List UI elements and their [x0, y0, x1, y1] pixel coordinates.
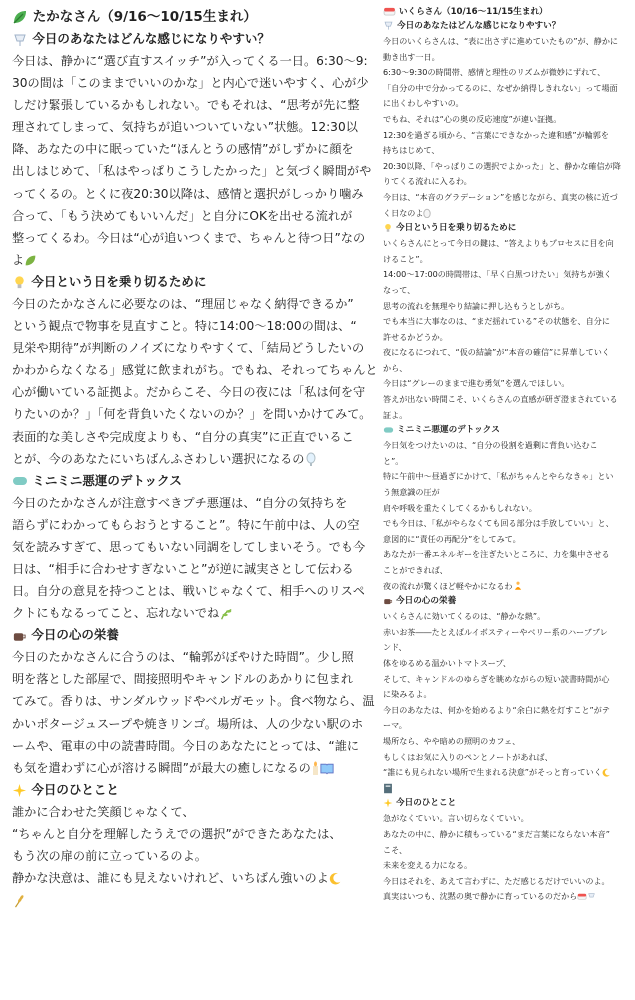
text-line: しだけ緊張しているかもしれない。でもそれは、“思考が先に整	[12, 98, 360, 113]
text-line-with-icon	[12, 889, 354, 911]
text-line: 見栄や期待”が判断のノイズになりやすくて、「結局どうしたいの	[12, 341, 365, 356]
left-title-row	[12, 6, 354, 28]
soap-icon	[12, 475, 28, 487]
sushi-icon	[383, 7, 396, 16]
text-line: 出しはじめて、「私はやっぱりこうしたかった」と気づく瞬間がや	[12, 164, 372, 179]
text-line: 夜になるにつれて、“仮の結論”が“本音の確信”に昇華していく	[383, 347, 610, 358]
right-section4-body	[383, 609, 629, 796]
text-line: 許せるかどうか。	[383, 331, 448, 342]
text-line: 「自分の中で分かってるのに、なぜか納得しきれない」って場面	[383, 82, 618, 93]
text-line: 14:00〜17:00の時間帯は、「早く白黒つけたい」気持ちが強く	[383, 269, 612, 280]
text-line: かわからなくなる」感覚に飲まれがち。でもね、それってちゃんと	[12, 363, 378, 378]
text-line-with-icon	[383, 206, 629, 222]
leaf-icon	[24, 254, 37, 267]
right-column	[383, 6, 629, 905]
coffee-icon	[12, 629, 27, 643]
right-section2-body	[383, 236, 629, 423]
text-line: 心が働いている証拠よ。だからこそ、今日の夜には「私は何を守	[12, 385, 366, 400]
text-line: 日。自分の意見を持つことは、戦いじゃなくて、相手へのリスペ	[12, 584, 365, 599]
text-line: 今日は、静かに“選び直すスイッチ”が入ってくる一日。6:30〜9:	[12, 54, 368, 68]
text-line: てみて。香りは、サンダルウッドやベルガモット。食べ物なら、温	[12, 694, 375, 709]
text-line: 語らずにわかってもらおうとすること”。特に午前中は、人の空	[12, 517, 360, 532]
book-icon	[320, 762, 334, 775]
crescent-moon-icon	[602, 768, 611, 777]
text-line-with-icon	[12, 867, 354, 889]
left-section1-heading: 今日のあなたはどんな感じになりやすい？	[32, 31, 270, 46]
text-line: と”。	[383, 455, 404, 466]
sparkles-icon	[12, 783, 27, 798]
text-line-with-icon	[383, 579, 629, 595]
text-line: けること”。	[383, 253, 428, 264]
left-section2-body	[12, 293, 378, 470]
herb-icon	[219, 607, 233, 621]
text-line: “誰にも見られない場所で生まれる決意”がそっと育っていく	[383, 767, 602, 778]
crescent-moon-icon	[329, 872, 342, 885]
wind-chime-icon	[587, 892, 596, 901]
notebook-icon	[383, 783, 393, 794]
wind-chime-icon	[12, 32, 28, 48]
text-line: 誰かに合わせた笑顔じゃなくて、	[12, 804, 195, 819]
text-line: 20:30以降、「やっぱりこの選択でよかった」と、静かな確信が降	[383, 160, 621, 171]
text-line: とが、今のあなたにいちばんふさわしい選択になるの	[12, 451, 305, 466]
text-line: あなたが一番エネルギーを注ぎたいところに、力を集中させる	[383, 549, 610, 560]
text-line-with-icon	[12, 249, 354, 271]
wind-chime-icon	[383, 20, 394, 31]
text-line: 30の間は「このままでいいのかな」と内心で迷いやすく、心が少	[12, 76, 369, 91]
right-section1-heading: 今日のあなたはどんな感じになりやすい？	[397, 21, 561, 31]
text-line: 思考の流れを無理やり結論に押し込もうとしがち。	[383, 300, 570, 311]
egg-icon	[423, 208, 431, 218]
right-section3-heading-row	[383, 423, 629, 438]
lightbulb-icon	[383, 223, 393, 233]
text-line: 合って、「もう決めてもいいんだ」と自分にOKを出せる流れが	[12, 208, 353, 223]
text-line: 今日気をつけたいのは、“自分の役割を過剰に背負い込むこ	[383, 440, 598, 451]
text-line: なって、	[383, 284, 416, 295]
text-line: 表面的な美しさや完成度よりも、“自分の真実”に正直でいるこ	[12, 429, 354, 444]
left-section4-heading-row	[12, 624, 354, 646]
candle-icon	[311, 761, 320, 775]
text-line: でも本当に大事なのは、“まだ揺れている”その状態を、自分に	[383, 316, 610, 327]
text-line: そして、キャンドルのゆらぎを眺めながらの短い読書時間が心	[383, 673, 610, 684]
right-section3-body	[383, 438, 629, 594]
text-line: 日は、“相手に合わせすぎないこと”が逆に誠実さとして伝わる	[12, 561, 354, 576]
text-line: 今日は、“本音のグラデーション”を感じながら、真実の核に近づ	[383, 191, 618, 202]
left-title: たかなさん（9/16〜10/15生まれ）	[32, 9, 257, 25]
right-section2-heading: 今日という日を乗り切るために	[396, 223, 517, 234]
text-line: 意図的に“責任の再配分”をしてみて。	[383, 533, 521, 544]
text-line: 12:30を過ぎる頃から、“言葉にできなかった違和感”が輪郭を	[383, 129, 609, 140]
text-line: 今日は“グレーのままで進む勇気”を選んでほしい。	[383, 378, 570, 389]
right-section3-heading: ミニミニ悪運のデトックス	[397, 425, 500, 436]
text-line: 今日のいくらさんは、“表に出さずに進めていたもの”が、静かに	[383, 36, 619, 46]
text-line: ームや、電車の中の読書時間。今日のあなたにとっては、“誰に	[12, 738, 360, 753]
text-line: 今日はそれを、あえて言わずに、ただ感じるだけでいいのよ。	[383, 875, 610, 886]
left-section2-heading: 今日という日を乗り切るために	[31, 273, 207, 289]
text-line: 今日のたかなさんが注意すべきプチ悪運は、“自分の気持ちを	[12, 495, 348, 510]
left-column	[12, 6, 378, 911]
text-line: に出くわしやすいの。	[383, 98, 464, 109]
text-line: う無意識の圧が	[383, 487, 440, 498]
text-line: 今日のあなたは、何かを始めるより“余白に熱を灯すこと”がテ	[383, 704, 610, 715]
text-line: 今日のたかなさんに合うのは、“輪郭がぼやけた時間”。少し照	[12, 650, 354, 665]
left-section5-heading-row	[12, 779, 354, 801]
text-line: “ちゃんと自分を理解したうえでの選択”ができたあなたは、	[12, 826, 342, 841]
text-line: でも今日は、「私がやらなくても回る部分は手放していい」と、	[383, 518, 614, 529]
left-section4-body	[12, 646, 375, 779]
sparkles-icon	[383, 798, 393, 808]
left-section1-heading-row	[12, 28, 354, 50]
text-line: あなたの中に、静かに積もっている“まだ言葉にならない本音”	[383, 828, 610, 839]
text-line: 整ってくるわ。今日は“心が追いつくまで、ちゃんと待つ日”なの	[12, 230, 366, 245]
text-line: 未来を変える力になる。	[383, 860, 473, 871]
text-line-with-icon	[383, 765, 629, 781]
right-section1-body	[383, 34, 629, 221]
text-line-with-icon	[383, 889, 629, 905]
left-section3-heading-row	[12, 470, 354, 492]
right-section4-heading-row	[383, 594, 629, 609]
text-line: 答えが出ない時間こそ、いくらさんの直感が研ぎ澄まされている	[383, 394, 618, 405]
text-line: 理されてしまって、気持ちが追いついていない”状態。12:30以	[12, 120, 358, 135]
text-line: ーマ。	[383, 720, 407, 731]
right-section5-body	[383, 811, 629, 905]
right-section5-heading-row	[383, 796, 629, 811]
text-line: もう次の扉の前に立っているのよ。	[12, 849, 207, 863]
text-line: りたいのか？」「何を背負いたくないのか？」を問いかけてみて。	[12, 407, 372, 422]
text-line: かいポタージュスープや焼きリンゴ。場所は、人の少ない駅のホ	[12, 716, 364, 731]
lightbulb-icon	[12, 275, 27, 290]
text-line: りてくる流れに入るわ。	[383, 176, 472, 187]
text-line: 降、あなたの中に眠っていた“ほんとうの感情”がしずかに顔を	[12, 142, 354, 157]
text-line: もしくはお気に入りのペンとノートがあれば、	[383, 751, 553, 762]
left-section3-body	[12, 492, 366, 625]
right-title-row	[383, 6, 629, 19]
text-line-with-icon	[12, 602, 354, 624]
text-line: ことができれば、	[383, 565, 448, 575]
soap-icon	[383, 426, 394, 434]
text-line: 真実はいつも、沈黙の奥で静かに育っているのだから	[383, 891, 578, 902]
text-line-with-icon	[383, 781, 629, 797]
text-line: よ	[12, 252, 25, 267]
text-line: ってくるの。とくに夜20:30以降は、感情と選択がしっかり噛み	[12, 186, 364, 201]
text-line: 持ちはじめて、	[383, 145, 440, 156]
text-line: クトにもなるってこと、忘れないでね	[12, 606, 220, 621]
text-line: 赤いお茶――たとえばルイボスティーやベリー系のハーブブレ	[383, 626, 608, 637]
text-line: 6:30〜9:30の時間帯、感情と理性のリズムが微妙にずれて、	[383, 67, 606, 78]
left-section3-heading: ミニミニ悪運のデトックス	[32, 472, 182, 488]
left-section5-heading: 今日のひとこと	[31, 781, 119, 797]
text-line: 気を読みすぎて、思ってもいない同調をしてしまいそう。でも今	[12, 539, 366, 554]
leaf-icon	[12, 9, 28, 25]
text-line: いくらさんにとって今日の鍵は、“答えよりもプロセスに目を向	[383, 238, 614, 249]
text-line: ンド、	[383, 642, 407, 653]
text-line: 急がなくていい。言い切らなくていい。	[383, 813, 529, 824]
left-section5-body	[12, 801, 354, 911]
text-line: 証よ。	[383, 409, 408, 420]
text-line: いくらさんに効いてくるのは、“静かな熱”。	[383, 611, 546, 622]
text-line: でもね、それは“心の奥の反応速度”が違い証拠。	[383, 113, 562, 124]
text-line: に染みるよ。	[383, 689, 432, 700]
left-section1-body	[12, 50, 372, 271]
text-line-with-icon	[12, 448, 354, 470]
right-section1-heading-row	[383, 19, 629, 34]
text-line: 夜の流れが驚くほど軽やかになるわ	[383, 580, 513, 591]
right-section5-heading: 今日のひとこと	[396, 798, 457, 809]
right-section4-heading: 今日の心の栄養	[396, 596, 457, 607]
text-line: 体をゆるめる温かいトマトスープ、	[383, 657, 511, 668]
text-line-with-icon	[12, 757, 354, 779]
text-line: こそ、	[383, 844, 408, 855]
text-line: 静かな決意は、誰にも見えないけれど、いちばん強いのよ	[12, 871, 329, 886]
text-line: 特に午前中〜昼過ぎにかけて、「私がちゃんとやらなきゃ」とい	[383, 471, 614, 482]
coffee-icon	[383, 596, 393, 606]
text-line: から、	[383, 362, 408, 373]
text-line: 肩や呼吸を重たくしてくるかもしれない。	[383, 502, 537, 513]
text-line: という観点で物事を見直すこと。特に14:00〜18:00の間は、“	[12, 319, 357, 334]
text-line: 今日のたかなさんに必要なのは、“理屈じゃなく納得できるか”	[12, 296, 354, 311]
text-line: 明を落とした部屋で、間接照明やキャンドルのあかりに包まれ	[12, 672, 354, 687]
meditation-icon	[513, 581, 523, 591]
text-line: 動き出す一日。	[383, 51, 440, 62]
left-section4-heading: 今日の心の栄養	[31, 627, 119, 643]
text-line: も気を遣わずに心が溶ける瞬間”が最大の癒しになるの	[12, 760, 311, 775]
right-section2-heading-row	[383, 221, 629, 236]
right-title: いくらさん（10/16〜11/15生まれ）	[399, 7, 548, 17]
sushi-icon	[577, 893, 587, 900]
wheat-icon	[12, 893, 26, 909]
text-line: 場所なら、やや暗めの照明のカフェ、	[383, 735, 521, 746]
text-line: く日なのよ	[383, 207, 424, 218]
left-section2-heading-row	[12, 271, 354, 293]
mirror-icon	[305, 452, 317, 466]
